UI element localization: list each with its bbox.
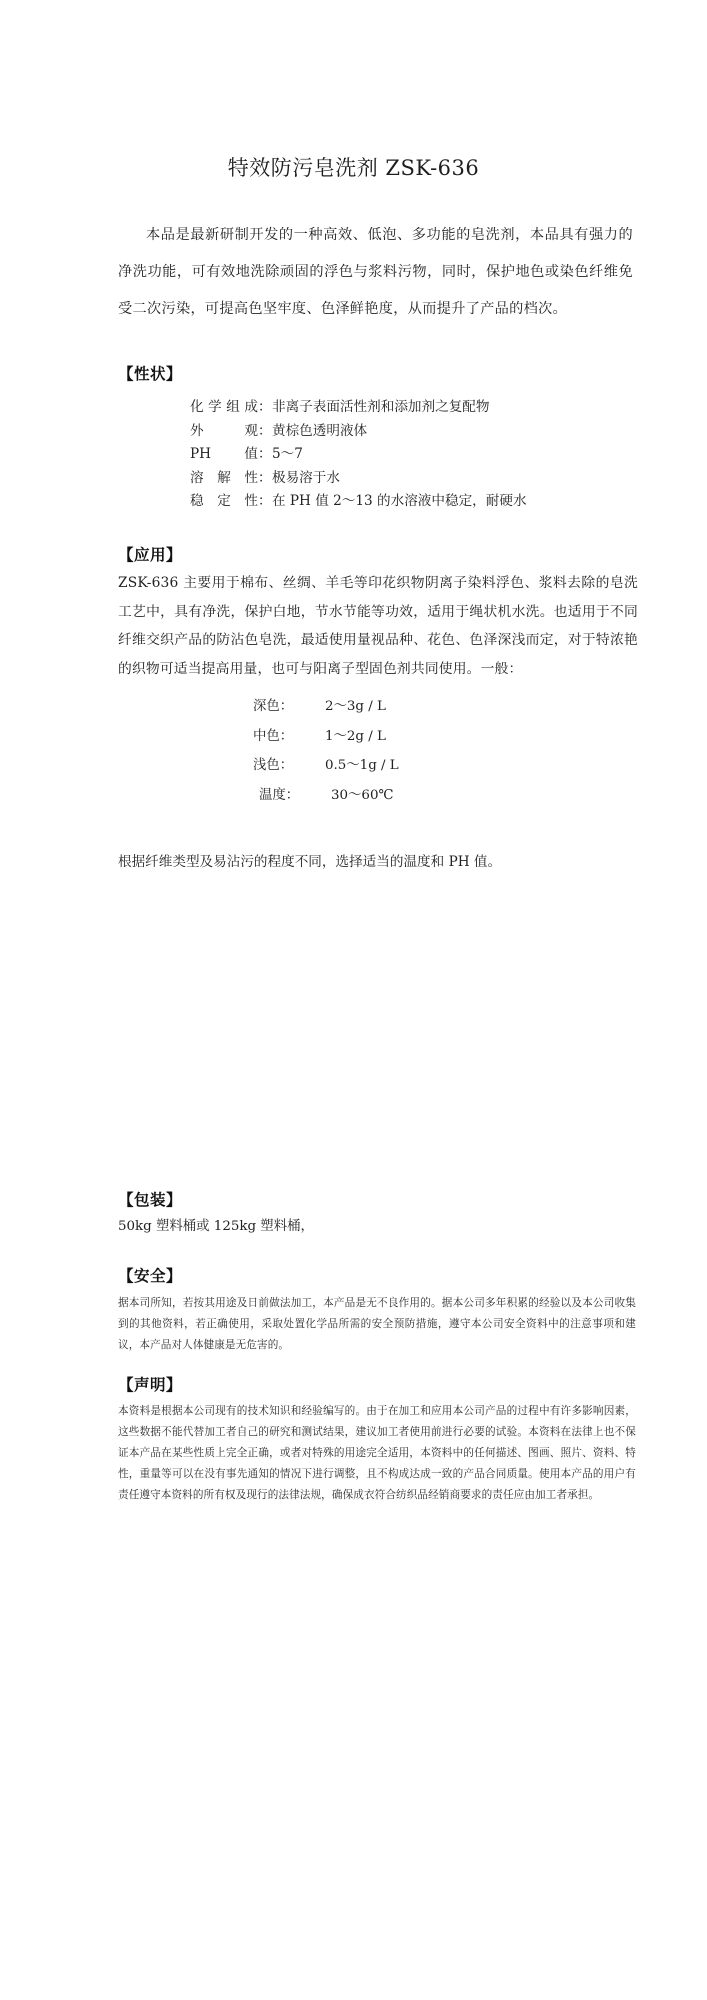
- safety-heading: 【安全】: [118, 1267, 183, 1285]
- application-heading: 【应用】: [118, 546, 183, 564]
- dosage-value: 1～2g / L: [325, 728, 386, 744]
- packaging-heading: 【包装】: [118, 1191, 183, 1209]
- colon: ：: [258, 422, 272, 439]
- dosage-row-dark: [253, 692, 399, 722]
- property-key: [190, 396, 258, 420]
- property-value: 在 PH 值 2～13 的水溶液中稳定，耐硬水: [272, 493, 527, 510]
- dosage-label: 浅色：: [253, 758, 294, 773]
- dosage-label: 温度：: [259, 787, 300, 803]
- dosage-row-light: [253, 751, 399, 781]
- key-char: 解: [217, 469, 231, 486]
- property-key: [190, 467, 258, 491]
- key-char: 组: [226, 399, 240, 415]
- document-title: 特效防污皂洗剂 ZSK-636: [227, 156, 480, 180]
- properties-heading: 【性状】: [118, 365, 183, 383]
- colon: ：: [258, 493, 272, 510]
- property-value: 极易溶于水: [272, 469, 340, 486]
- property-key: [190, 443, 258, 467]
- dosage-value: 30～60℃: [331, 787, 394, 803]
- key-char: 性: [244, 493, 258, 510]
- key-char: 成: [244, 399, 258, 415]
- key-char: 定: [217, 493, 231, 510]
- packaging-body: 50kg 塑料桶或 125kg 塑料桶，: [118, 1219, 314, 1234]
- intro-text: 本品是最新研制开发的一种高效、低泡、多功能的皂洗剂，本品具有强力的净洗功能，可有效地洗除顽固的浮色与浆料污物，同时，保护地色或染色纤维免受二次污染，可提高色坚牢度、色泽鲜艳度，从而提升了产品的档次。: [118, 227, 633, 317]
- intro-paragraph: [118, 217, 633, 328]
- dosage-value: 0.5～1g / L: [325, 758, 399, 773]
- property-key: [190, 490, 258, 514]
- key-char: 化: [190, 399, 204, 415]
- key-char: 溶: [190, 469, 204, 486]
- application-body: ZSK-636 主要用于棉布、丝绸、羊毛等印花织物阴离子染料浮色、浆料去除的皂洗工艺中，具有净洗，保护白地，节水节能等功效，适用于绳状机水洗。也适用于不同纤维交织产品的防沾色皂洗，最适使用量视品种、花色、色泽深浅而定，对于特浓艳的织物可适当提高用量，也可与阳离子型固色剂共同使用。一般：: [118, 575, 638, 677]
- dosage-label: 深色：: [253, 699, 294, 714]
- key-char: PH: [190, 446, 212, 463]
- colon: ：: [258, 446, 272, 463]
- colon: ：: [258, 399, 272, 415]
- key-char: 值: [244, 446, 258, 463]
- dosage-value: 2～3g / L: [325, 699, 386, 714]
- disclaimer-heading: 【声明】: [118, 1376, 183, 1394]
- property-row-solubility: [190, 467, 527, 491]
- property-row-appearance: [190, 420, 527, 444]
- property-value: 非离子表面活性剂和添加剂之复配物: [272, 399, 490, 415]
- safety-body: 据本司所知，若按其用途及日前做法加工，本产品是无不良作用的。据本公司多年积累的经验以及本公司收集到的其他资料，若正确使用，采取处置化学品所需的安全预防措施，遵守本公司安全资料中的注意事项和建议，本产品对人体健康是无危害的。: [118, 1297, 636, 1351]
- key-char: 稳: [190, 493, 204, 510]
- key-char: 学: [208, 399, 222, 415]
- property-row-composition: [190, 396, 527, 420]
- property-key: [190, 420, 258, 444]
- dosage-row-medium: [253, 722, 399, 752]
- properties-list: [190, 396, 527, 514]
- application-note: 根据纤维类型及易沾污的程度不同，选择适当的温度和 PH 值。: [118, 854, 502, 870]
- disclaimer-body: 本资料是根据本公司现有的技术知识和经验编写的。由于在加工和应用本公司产品的过程中有许多影响因素，这些数据不能代替加工者自己的研究和测试结果，建议加工者使用前进行必要的试验。本资料在法律上也不保证本产品在某些性质上完全正确，或者对特殊的用途完全适用，本资料中的任何描述、图画、照片、资料、特性，重量等可以在没有事先通知的情况下进行调整，且不构成达成一致的产品合同质量。使用本产品的用户有责任遵守本资料的所有权及现行的法律法规，确保成衣符合纺织品经销商要求的责任应由加工者承担。: [118, 1405, 636, 1501]
- property-value: 5～7: [272, 446, 303, 463]
- key-char: 观: [244, 422, 258, 439]
- dosage-row-temperature: [253, 781, 399, 811]
- property-row-stability: [190, 490, 527, 514]
- property-value: 黄棕色透明液体: [272, 422, 368, 439]
- key-char: 外: [190, 422, 204, 439]
- dosage-label: 中色：: [253, 728, 294, 744]
- dosage-list: [253, 692, 399, 810]
- colon: ：: [258, 469, 272, 486]
- key-char: 性: [244, 469, 258, 486]
- property-row-ph: [190, 443, 527, 467]
